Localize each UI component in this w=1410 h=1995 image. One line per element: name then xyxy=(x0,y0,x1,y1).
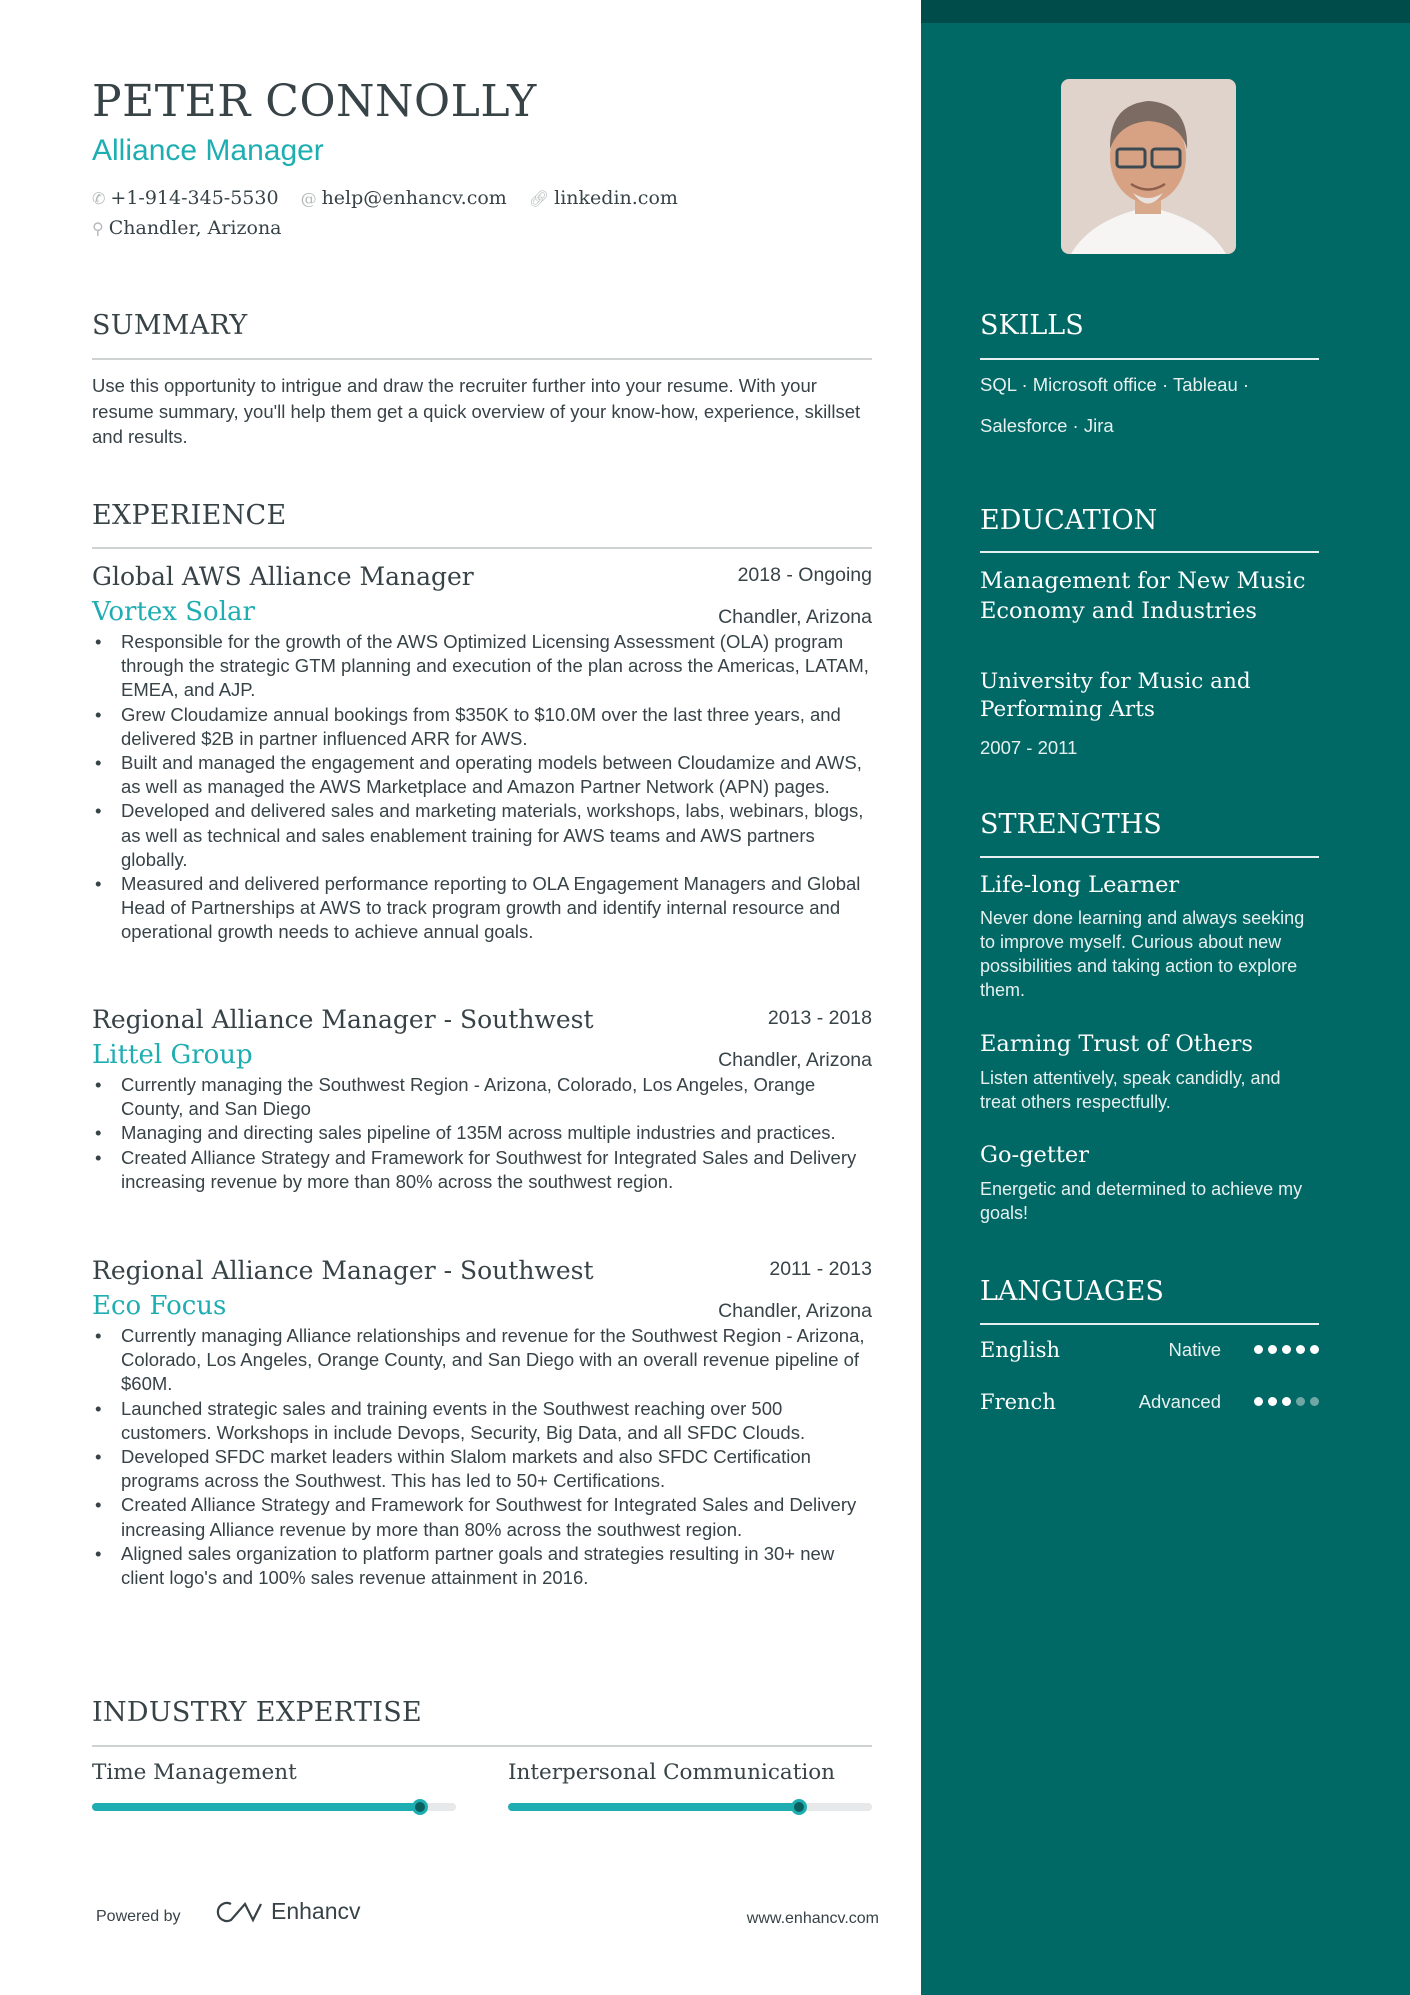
expertise-item xyxy=(92,1760,456,1811)
languages-heading: LANGUAGES xyxy=(980,1276,1164,1307)
list-item: • Managing and directing sales pipeline of 135M across multiple industries and practices. xyxy=(92,1121,872,1145)
divider xyxy=(92,547,872,549)
proficiency-dot xyxy=(1310,1345,1319,1354)
job-dates: 2013 - 2018 xyxy=(767,1007,872,1029)
powered-by: Powered by xyxy=(96,1908,181,1925)
list-item: • Built and managed the engagement and operating models between Cloudamize and AWS, as well as managed the AWS Marketplace and Amazon Partner Network (APN) pages. xyxy=(92,751,872,799)
strength-title: Go-getter xyxy=(980,1142,1089,1168)
job-title: Regional Alliance Manager - Southwest xyxy=(92,1005,594,1034)
location-row xyxy=(92,217,872,239)
job-location: Chandler, Arizona xyxy=(718,606,872,628)
education-dates: 2007 - 2011 xyxy=(980,737,1078,758)
list-item: • Created Alliance Strategy and Framework for Southwest for Integrated Sales and Delivery increasing revenue by more than 80% across the southwest region. xyxy=(92,1146,872,1194)
location: Chandler, Arizona xyxy=(108,217,282,239)
skills-heading: SKILLS xyxy=(980,310,1084,341)
job-location: Chandler, Arizona xyxy=(718,1049,872,1071)
school: University for Music and Performing Arts xyxy=(980,669,1251,722)
strength-desc: Never done learning and always seeking to improve myself. Curious about new possibilities and taking action to explore them. xyxy=(980,908,1305,1000)
link-icon: 🔗︎ xyxy=(528,188,550,208)
bar-fill xyxy=(92,1803,420,1811)
company-name: Littel Group xyxy=(92,1040,253,1070)
job-title: Regional Alliance Manager - Southwest xyxy=(92,1256,594,1285)
job-entry xyxy=(92,1005,872,1194)
summary-heading: SUMMARY xyxy=(92,310,248,341)
job-entry xyxy=(92,562,872,945)
language-row xyxy=(980,1338,1319,1362)
list-item: • Aligned sales organization to platform partner goals and strategies resulting in 30+ new client logo's and 100% sales revenue attainment in 2016. xyxy=(92,1542,872,1590)
enhancv-logo[interactable] xyxy=(215,1898,361,1925)
divider xyxy=(92,1745,872,1747)
proficiency-dots xyxy=(1249,1341,1319,1359)
job-title: Global AWS Alliance Manager xyxy=(92,562,474,591)
expertise-label: Interpersonal Communication xyxy=(508,1760,836,1785)
proficiency-dot xyxy=(1310,1397,1319,1406)
list-item: • Measured and delivered performance reporting to OLA Engagement Managers and Global Head of Partnerships at AWS to track program growth and identify internal resource and operational growth needs to achieve annual goals. xyxy=(92,872,872,945)
strengths-heading: STRENGTHS xyxy=(980,809,1162,840)
sidebar xyxy=(921,0,1410,1995)
expertise-heading: INDUSTRY EXPERTISE xyxy=(92,1697,423,1728)
divider xyxy=(980,551,1319,553)
job-location: Chandler, Arizona xyxy=(718,1300,872,1322)
language-level: Advanced xyxy=(1138,1391,1221,1412)
list-item: • Responsible for the growth of the AWS Optimized Licensing Assessment (OLA) program through the strategic GTM planning and execution of the plan across the Americas, LATAM, EMEA, and AJP. xyxy=(92,630,872,703)
strength-title: Life-long Learner xyxy=(980,872,1180,898)
strength-title: Earning Trust of Others xyxy=(980,1031,1253,1057)
at-icon: @ xyxy=(300,188,317,208)
proficiency-dot xyxy=(1296,1397,1305,1406)
job-entry xyxy=(92,1256,872,1590)
expertise-level-bar xyxy=(92,1803,456,1811)
job-dates: 2018 - Ongoing xyxy=(737,564,872,586)
brand-name: Enhancv xyxy=(271,1898,361,1924)
education-heading: EDUCATION xyxy=(980,505,1158,536)
job-bullets xyxy=(92,630,872,945)
enhancv-logo-icon xyxy=(215,1899,263,1925)
degree: Management for New Music Economy and Industries xyxy=(980,568,1306,624)
list-item: • Developed SFDC market leaders within Slalom markets and also SFDC Certification programs across the Southwest. This has led to 50+ Certifications. xyxy=(92,1445,872,1493)
job-bullets xyxy=(92,1324,872,1590)
list-item: • Launched strategic sales and training events in the Southwest reaching over 500 customers. Workshops in include Devops, Security, Big Data, and all SFDC Clouds. xyxy=(92,1397,872,1445)
language-name: French xyxy=(980,1390,1056,1414)
strength-desc: Listen attentively, speak candidly, and treat others respectfully. xyxy=(980,1068,1281,1112)
list-item: • Created Alliance Strategy and Framework for Southwest for Integrated Sales and Delivery increasing Alliance revenue by more than 80% across the southwest region. xyxy=(92,1493,872,1541)
candidate-title: Alliance Manager xyxy=(92,134,324,167)
divider xyxy=(92,358,872,360)
expertise-item xyxy=(508,1760,872,1811)
language-name: English xyxy=(980,1338,1061,1362)
list-item: • Grew Cloudamize annual bookings from $350K to $10.0M over the last three years, and delivered $2B in partner influenced ARR for AWS. xyxy=(92,703,872,751)
footer-url[interactable]: www.enhancv.com xyxy=(746,1910,879,1927)
divider xyxy=(980,358,1319,360)
bar-knob xyxy=(791,1799,807,1815)
language-level: Native xyxy=(1168,1339,1221,1360)
job-bullets xyxy=(92,1073,872,1194)
expertise-level-bar xyxy=(508,1803,872,1811)
phone-icon: ✆ xyxy=(92,188,106,208)
bar-fill xyxy=(508,1803,799,1811)
proficiency-dots xyxy=(1249,1393,1319,1411)
language-row xyxy=(980,1390,1319,1414)
person-portrait-icon xyxy=(1061,79,1236,254)
linkedin-link[interactable]: linkedin.com xyxy=(554,187,678,209)
summary-text: Use this opportunity to intrigue and draw the recruiter further into your resume. With your resume summary, you'll help them get a quick overview of your know-how, experience, skillset and results. xyxy=(92,375,861,447)
skills-line: Salesforce · Jira xyxy=(980,415,1114,436)
expertise-label: Time Management xyxy=(92,1760,297,1785)
job-dates: 2011 - 2013 xyxy=(769,1258,872,1280)
candidate-name: PETER CONNOLLY xyxy=(92,76,537,127)
divider xyxy=(980,856,1319,858)
strength-desc: Energetic and determined to achieve my goals! xyxy=(980,1179,1303,1223)
email-link[interactable]: help@enhancv.com xyxy=(321,187,507,209)
divider xyxy=(980,1323,1319,1325)
company-name: Eco Focus xyxy=(92,1291,227,1321)
bar-knob xyxy=(412,1799,428,1815)
proficiency-dot xyxy=(1282,1397,1291,1406)
skills-line: SQL · Microsoft office · Tableau · xyxy=(980,374,1250,395)
list-item: • Developed and delivered sales and marketing materials, workshops, labs, webinars, blogs, as well as technical and sales enablement training for AWS teams and AWS partners globally. xyxy=(92,799,872,872)
contact-row xyxy=(92,187,872,209)
proficiency-dot xyxy=(1254,1345,1263,1354)
proficiency-dot xyxy=(1268,1345,1277,1354)
top-strip xyxy=(921,0,1410,23)
list-item: • Currently managing the Southwest Region - Arizona, Colorado, Los Angeles, Orange County, and San Diego xyxy=(92,1073,872,1121)
proficiency-dot xyxy=(1296,1345,1305,1354)
phone: +1-914-345-5530 xyxy=(110,187,279,209)
location-pin-icon: ⚲ xyxy=(92,218,104,238)
company-name: Vortex Solar xyxy=(92,597,255,627)
proficiency-dot xyxy=(1282,1345,1291,1354)
list-item: • Currently managing Alliance relationships and revenue for the Southwest Region - Arizona, Colorado, Los Angeles, Orange County, and San Diego with an overall revenue pipeline of $60M. xyxy=(92,1324,872,1397)
profile-photo xyxy=(1061,79,1236,254)
proficiency-dot xyxy=(1254,1397,1263,1406)
experience-heading: EXPERIENCE xyxy=(92,500,287,531)
proficiency-dot xyxy=(1268,1397,1277,1406)
